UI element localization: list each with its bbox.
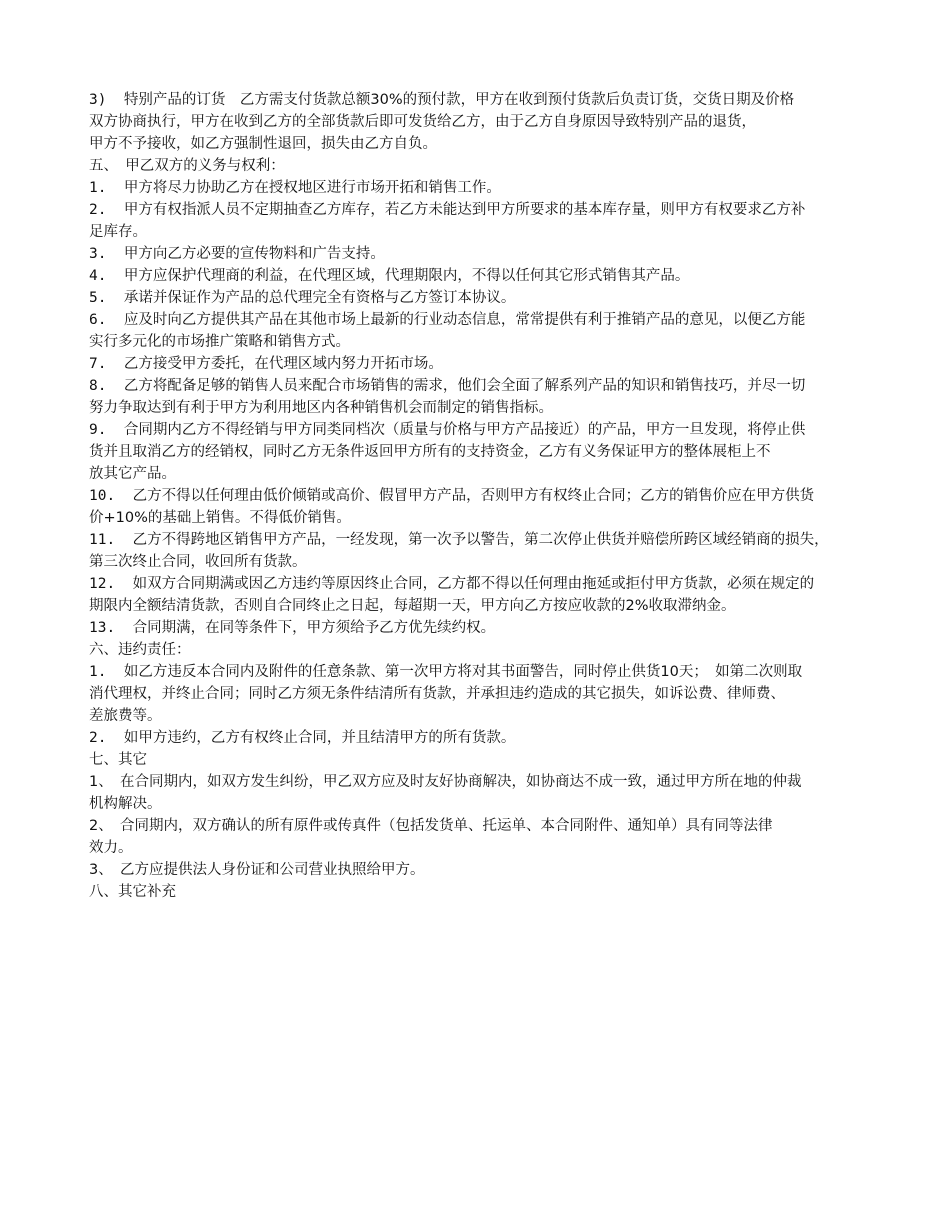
clause-item [89, 287, 879, 309]
continuation-line: 差旅费等。 [89, 708, 162, 724]
clause-text: 承诺并保证作为产品的总代理完全有资格与乙方签订本协议。 [123, 290, 516, 306]
clause-number: 4. [89, 268, 124, 284]
continuation-line: 消代理权，并终止合同；同时乙方须无条件结清所有货款，并承担违约造成的其它损失，如诉讼费、律师费、 [89, 686, 785, 702]
clause-text: 乙方将配备足够的销售人员来配合市场销售的需求，他们会全面了解系列产品的知识和销售技巧，并尽一切 [123, 378, 806, 394]
clause-item [89, 617, 879, 639]
clause-item [89, 485, 879, 507]
clause-text: 乙方接受甲方委托，在代理区域内努力开拓市场。 [123, 356, 443, 372]
section-line: 2、 合同期内，双方确认的所有原件或传真件（包括发货单、托运单、本合同附件、通知单）具有同等法律 [89, 818, 773, 834]
clause-item [89, 177, 879, 199]
clause-text: 甲方向乙方必要的宣传物料和广告支持。 [123, 246, 385, 262]
clause-number: 5. [89, 290, 124, 306]
clause-text: 甲方有权指派人员不定期抽查乙方库存，若乙方未能达到甲方所要求的基本库存量，则甲方有权要求乙方补 [123, 202, 806, 218]
clause-number: 2. [89, 730, 124, 746]
clause-number: 13. [89, 620, 133, 636]
continuation-line: 甲方不予接收，如乙方强制性退回，损失由乙方自负。 [89, 136, 437, 152]
clause-item [89, 353, 879, 375]
clause-number: 1. [89, 180, 124, 196]
clause-text: 合同期满，在同等条件下，甲方须给予乙方优先续约权。 [132, 620, 496, 636]
clause-number: 2. [89, 202, 124, 218]
clause-item [89, 661, 879, 683]
clause-number: 9. [89, 422, 124, 438]
clause-number: 12. [89, 576, 133, 592]
clause-text: 甲方将尽力协助乙方在授权地区进行市场开拓和销售工作。 [123, 180, 501, 196]
clause-text: 合同期内乙方不得经销与甲方同类同档次（质量与价格与甲方产品接近）的产品，甲方一旦发现，将停止供 [123, 422, 806, 438]
clause-number: 3. [89, 246, 124, 262]
clause-text: 应及时向乙方提供其产品在其他市场上最新的行业动态信息，常常提供有利于推销产品的意见，以便乙方能 [123, 312, 806, 328]
continuation-line: 效力。 [89, 840, 133, 856]
clause-number: 11. [89, 532, 133, 548]
clause-text: 如乙方违反本合同内及附件的任意条款、第一次甲方将对其书面警告，同时停止供货10天； 如第二次则取 [123, 664, 803, 680]
clause-number: 10. [89, 488, 133, 504]
clause-text: 特别产品的订货 乙方需支付货款总额30%的预付款，甲方在收到预付货款后负责订货，交货日期及价格 [123, 92, 795, 108]
clause-text: 甲方应保护代理商的利益，在代理区域，代理期限内，不得以任何其它形式销售其产品。 [123, 268, 690, 284]
clause-item [89, 727, 879, 749]
continuation-line: 努力争取达到有利于甲方为利用地区内各种销售机会而制定的销售指标。 [89, 400, 553, 416]
section-line: 1、 在合同期内，如双方发生纠纷，甲乙双方应及时友好协商解决，如协商达不成一致，通过甲方所在地的仲裁 [89, 774, 802, 790]
section-line: 八、其它补充 [89, 884, 176, 900]
clause-item [89, 243, 879, 265]
continuation-line: 足库存。 [89, 224, 147, 240]
continuation-line: 价+10%的基础上销售。不得低价销售。 [89, 510, 351, 526]
section-line: 七、其它 [89, 752, 147, 768]
continuation-line: 放其它产品。 [89, 466, 176, 482]
continuation-line: 机构解决。 [89, 796, 162, 812]
clause-number: 1. [89, 664, 124, 680]
contract-body [89, 89, 879, 903]
clause-item [89, 265, 879, 287]
clause-item [89, 529, 879, 551]
clause-text: 乙方不得以任何理由低价倾销或高价、假冒甲方产品，否则甲方有权终止合同；乙方的销售价应在甲方供货 [132, 488, 815, 504]
clause-number: 7. [89, 356, 124, 372]
clause-number: 3) [89, 92, 124, 108]
section-line: 3、 乙方应提供法人身份证和公司营业执照给甲方。 [89, 862, 425, 878]
clause-text: 如甲方违约，乙方有权终止合同，并且结清甲方的所有货款。 [123, 730, 516, 746]
clause-item [89, 573, 879, 595]
continuation-line: 期限内全额结清货款，否则自合同终止之日起，每超期一天，甲方向乙方按应收款的2%收取滞纳金。 [89, 598, 736, 614]
clause-item [89, 89, 879, 111]
continuation-line: 双方协商执行，甲方在收到乙方的全部货款后即可发货给乙方，由于乙方自身原因导致特别产品的退货， [89, 114, 756, 130]
clause-number: 6. [89, 312, 124, 328]
section-line: 五、 甲乙双方的义务与权利： [89, 158, 285, 174]
clause-item [89, 199, 879, 221]
clause-text: 如双方合同期满或因乙方违约等原因终止合同，乙方都不得以任何理由拖延或拒付甲方货款，必须在规定的 [132, 576, 815, 592]
continuation-line: 货并且取消乙方的经销权，同时乙方无条件返回甲方所有的支持资金，乙方有义务保证甲方的整体展柜上不 [89, 444, 771, 460]
continuation-line: 第三次终止合同，收回所有货款。 [89, 554, 307, 570]
clause-item [89, 375, 879, 397]
clause-item [89, 419, 879, 441]
clause-number: 8. [89, 378, 124, 394]
clause-item [89, 309, 879, 331]
continuation-line: 实行多元化的市场推广策略和销售方式。 [89, 334, 350, 350]
clause-text: 乙方不得跨地区销售甲方产品，一经发现，第一次予以警告，第二次停止供货并赔偿所跨区域经销商的损失， [132, 532, 829, 548]
section-line: 六、违约责任： [89, 642, 191, 658]
